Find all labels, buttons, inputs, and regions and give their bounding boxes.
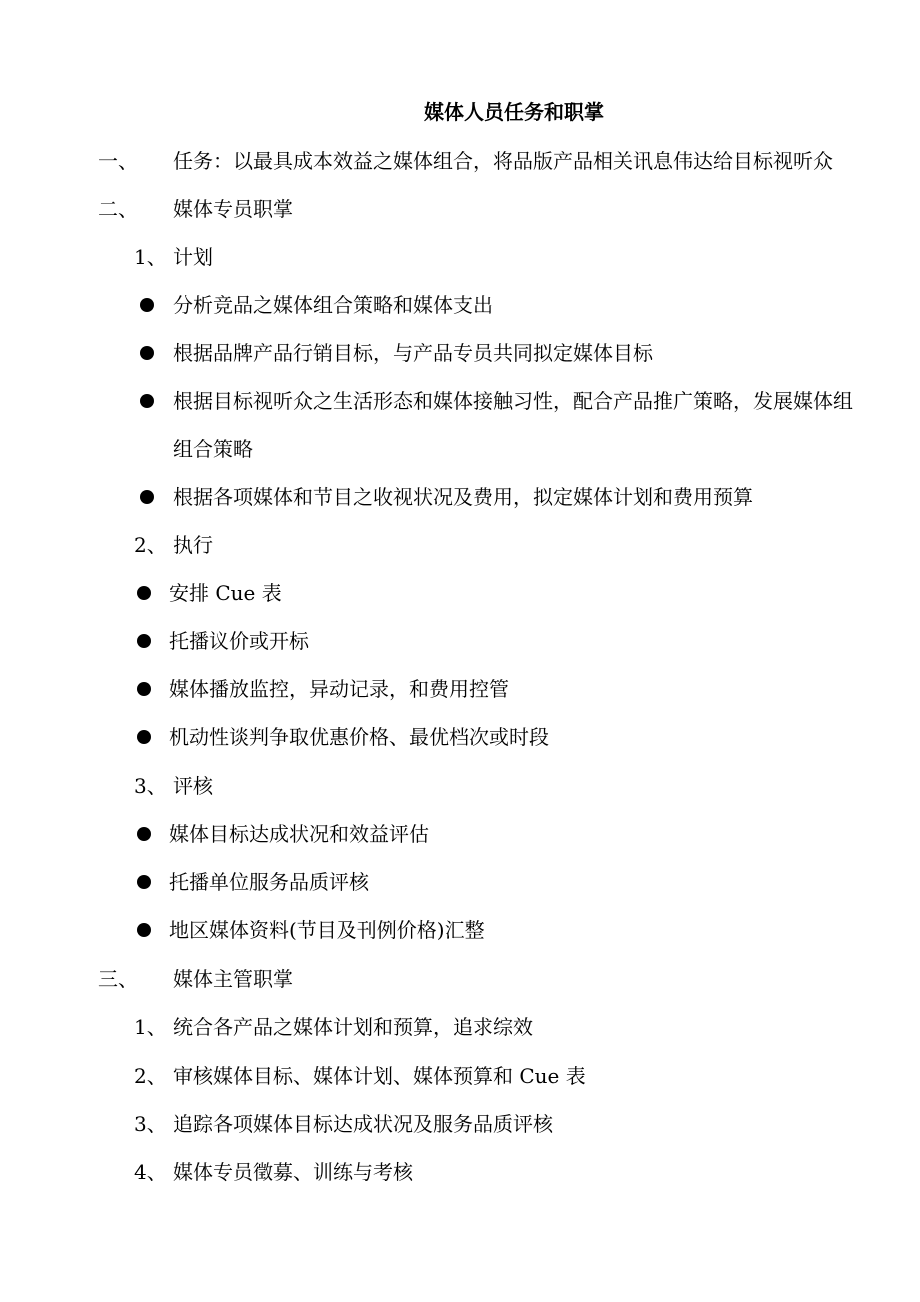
list-item-text: 托播单位服务品质评核 <box>169 870 369 894</box>
bullet-icon <box>140 298 154 312</box>
section-number: 三、 <box>98 967 138 991</box>
bullet-icon <box>140 490 154 504</box>
list-item-text: 媒体专员徵募、训练与考核 <box>173 1160 413 1184</box>
bullet-icon <box>137 875 151 889</box>
item-number: 3、 <box>134 1112 167 1136</box>
list-item-text: 追踪各项媒体目标达成状况及服务品质评核 <box>173 1112 553 1136</box>
subsection-heading: 计划 <box>173 245 213 269</box>
bullet-icon <box>140 394 154 408</box>
item-number: 1、 <box>134 1015 167 1039</box>
subsection-number: 2、 <box>134 533 167 557</box>
subsection-heading: 执行 <box>173 533 213 557</box>
bullet-icon <box>137 827 151 841</box>
bullet-icon <box>137 682 151 696</box>
bullet-icon <box>137 634 151 648</box>
list-item-text: 根据品牌产品行销目标，与产品专员共同拟定媒体目标 <box>173 341 653 365</box>
subsection-number: 3、 <box>134 774 167 798</box>
subsection-number: 1、 <box>134 245 167 269</box>
section-text: 任务：以最具成本效益之媒体组合，将品版产品相关讯息伟达给目标视听众 <box>173 149 833 173</box>
list-item-text: 托播议价或开标 <box>169 629 309 653</box>
list-item-text: 地区媒体资料(节目及刊例价格)汇整 <box>169 918 485 942</box>
list-item-text: 根据目标视听众之生活形态和媒体接触习性，配合产品推广策略，发展媒体组 <box>173 389 853 413</box>
list-item-text: 审核媒体目标、媒体计划、媒体预算和 Cue 表 <box>173 1064 586 1088</box>
bullet-icon <box>140 346 154 360</box>
document-title: 媒体人员任务和职掌 <box>424 100 604 124</box>
list-item-text: 根据各项媒体和节目之收视状况及费用，拟定媒体计划和费用预算 <box>173 485 753 509</box>
list-item-text: 媒体目标达成状况和效益评估 <box>169 822 429 846</box>
list-item-text: 机动性谈判争取优惠价格、最优档次或时段 <box>169 725 549 749</box>
bullet-icon <box>137 923 151 937</box>
section-number: 一、 <box>98 149 138 173</box>
list-item-text: 媒体播放监控，异动记录，和费用控管 <box>169 677 509 701</box>
section-number: 二、 <box>98 197 138 221</box>
section-heading: 媒体专员职掌 <box>173 197 293 221</box>
list-item-text: 统合各产品之媒体计划和预算，追求综效 <box>173 1015 533 1039</box>
subsection-heading: 评核 <box>173 774 213 798</box>
item-number: 2、 <box>134 1064 167 1088</box>
section-heading: 媒体主管职掌 <box>173 967 293 991</box>
list-item-text: 组合策略 <box>173 437 253 461</box>
bullet-icon <box>137 730 151 744</box>
list-item-text: 安排 Cue 表 <box>169 581 282 605</box>
item-number: 4、 <box>134 1160 167 1184</box>
bullet-icon <box>137 586 151 600</box>
list-item-text: 分析竞品之媒体组合策略和媒体支出 <box>173 293 493 317</box>
